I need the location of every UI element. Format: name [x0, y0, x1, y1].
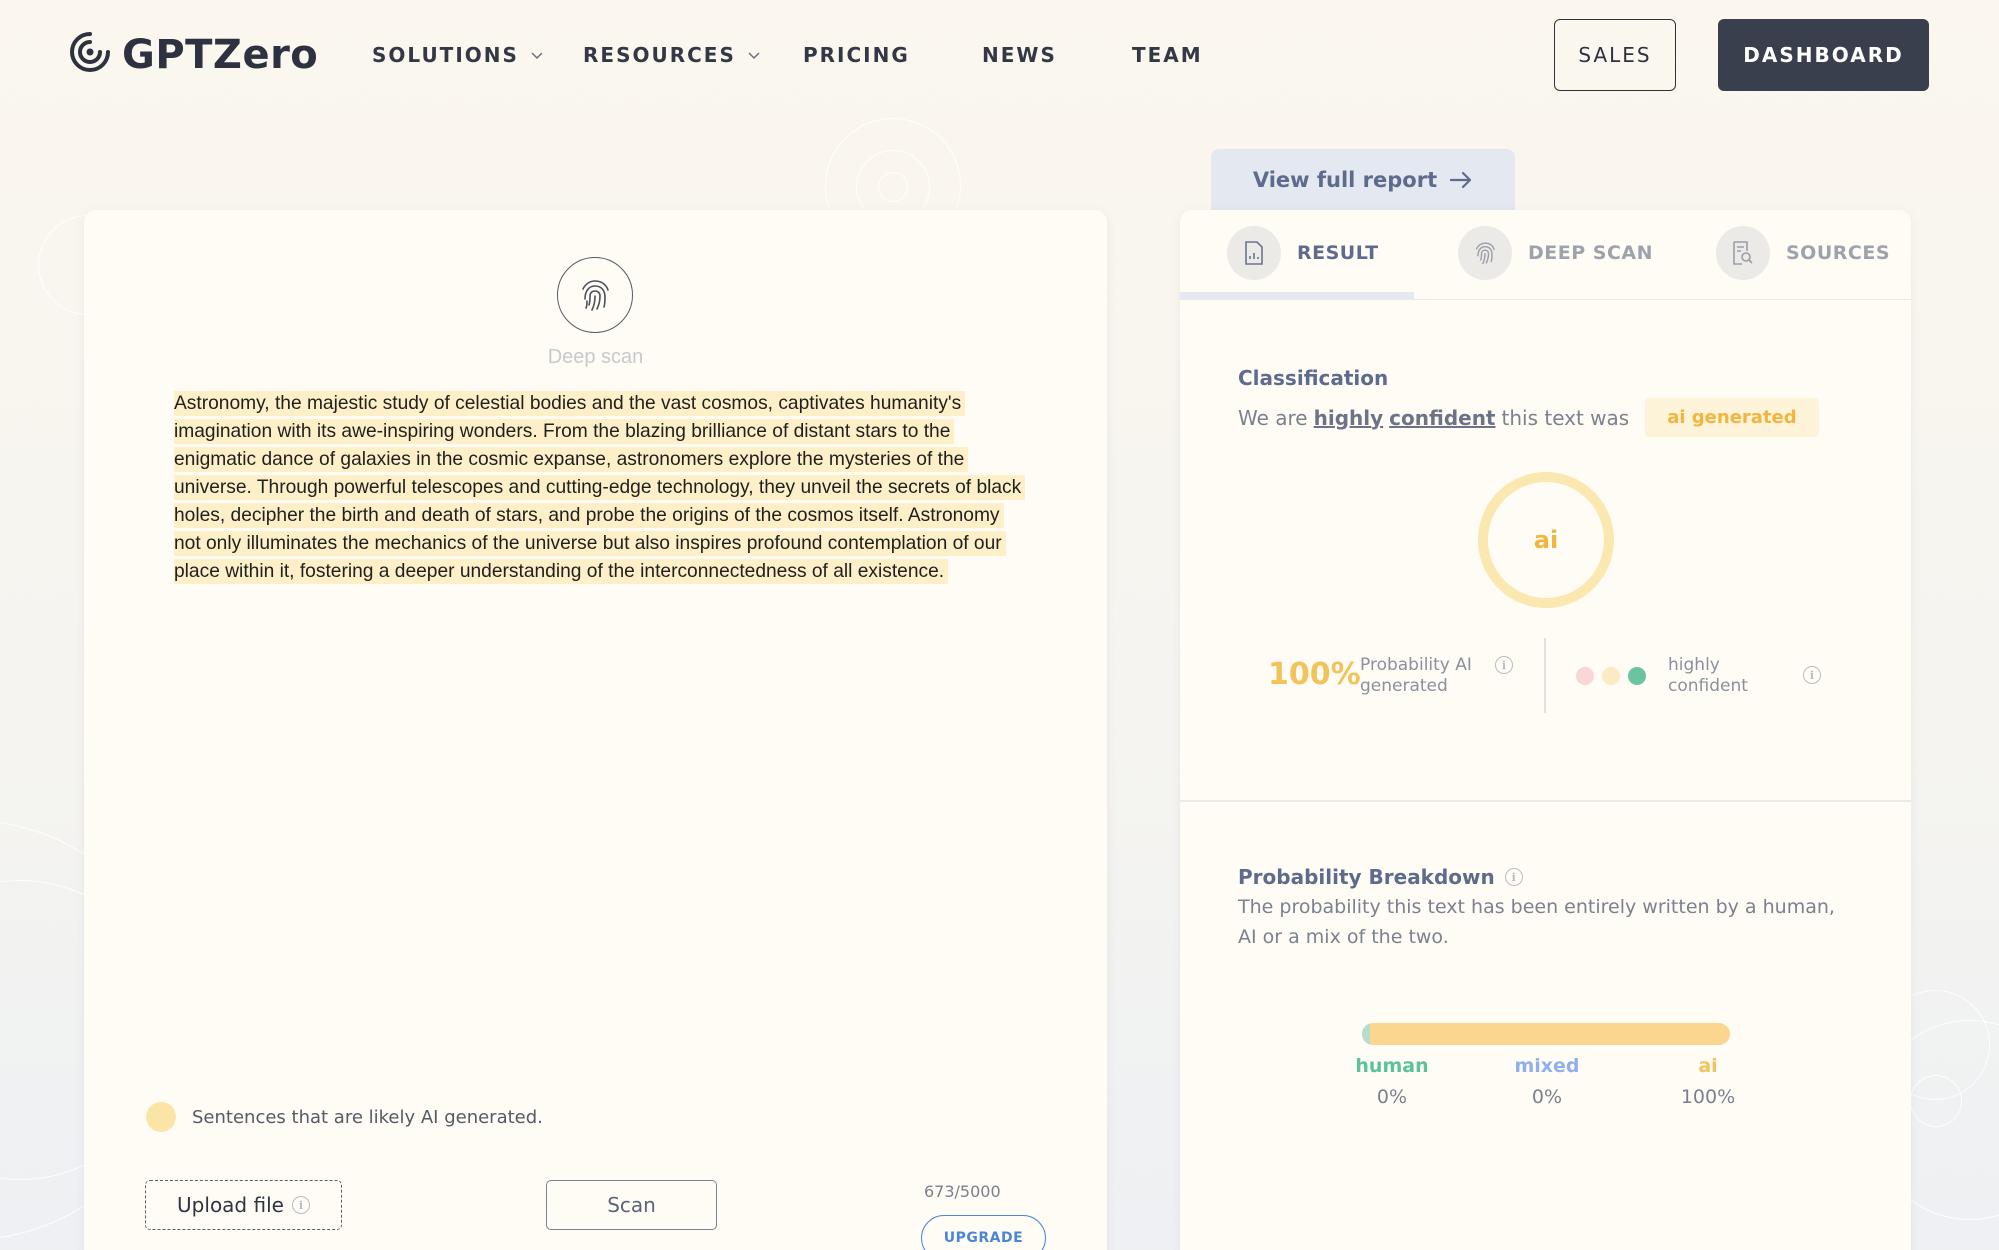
confidence-dot-high	[1628, 667, 1646, 685]
breakdown-label-ai: ai	[1698, 1055, 1718, 1077]
result-panel	[1180, 210, 1911, 1250]
result-tabs	[1180, 210, 1911, 300]
chevron-down-icon	[531, 49, 543, 61]
tab-deep-scan-label: DEEP SCAN	[1528, 242, 1654, 264]
info-icon[interactable]: i	[1505, 868, 1523, 886]
scan-button[interactable]: Scan	[546, 1180, 717, 1230]
confidence-label-line2: confident	[1668, 676, 1748, 696]
probability-label-line2: generated	[1360, 676, 1448, 696]
breakdown-value-mixed: 0%	[1531, 1086, 1563, 1108]
sales-button[interactable]: SALES	[1554, 19, 1676, 91]
probability-percent: 100%	[1268, 657, 1361, 692]
info-icon[interactable]: i	[1803, 666, 1821, 684]
nav-pricing[interactable]	[803, 43, 910, 67]
tab-result[interactable]	[1227, 223, 1379, 283]
decorative-ring	[878, 172, 908, 202]
confidence-word-highly[interactable]: highly	[1313, 405, 1384, 430]
highlight-legend	[146, 1102, 543, 1132]
classification-ring-label: ai	[1533, 526, 1559, 554]
breakdown-value-ai: 100%	[1680, 1086, 1736, 1108]
brand-logo[interactable]	[68, 30, 318, 79]
classification-badge: ai generated	[1645, 398, 1818, 437]
nav-team-label: TEAM	[1132, 43, 1203, 67]
nav-resources[interactable]	[583, 43, 760, 67]
nav-team[interactable]	[1132, 43, 1203, 67]
deep-scan-label: Deep scan	[547, 346, 644, 368]
upgrade-button[interactable]: UPGRADE	[921, 1215, 1046, 1250]
section-divider	[1180, 800, 1911, 802]
stat-divider	[1544, 638, 1546, 713]
deep-scan-button[interactable]	[557, 257, 633, 333]
brand-name: GPTZero	[122, 31, 319, 78]
arrow-right-icon	[1449, 171, 1473, 189]
text-editor-card	[84, 210, 1107, 1250]
probability-breakdown-header	[1238, 865, 1523, 889]
confidence-label-line1: highly	[1668, 655, 1720, 675]
active-tab-indicator	[1180, 292, 1414, 299]
classification-suffix: this text was	[1501, 405, 1630, 430]
upload-file-label: Upload file	[177, 1193, 284, 1217]
confidence-dot-medium	[1602, 667, 1620, 685]
legend-color-swatch	[146, 1102, 176, 1132]
probability-breakdown-description: The probability this text has been entirely written by a human, AI or a mix of the two.	[1238, 896, 1835, 948]
document-search-icon	[1716, 226, 1770, 280]
classification-sentence	[1238, 398, 1819, 437]
tab-result-label: RESULT	[1297, 242, 1379, 264]
decorative-ring	[1910, 1075, 1962, 1127]
probability-label-line1: Probability AI	[1360, 655, 1472, 675]
tab-deep-scan[interactable]	[1458, 223, 1653, 283]
fingerprint-icon	[575, 275, 615, 315]
breakdown-label-human: human	[1355, 1055, 1429, 1077]
document-chart-icon	[1227, 226, 1281, 280]
nav-solutions-label: SOLUTIONS	[372, 43, 519, 67]
top-navigation	[0, 0, 1999, 110]
nav-solutions[interactable]	[372, 43, 543, 67]
ai-highlighted-text: Astronomy, the majestic study of celestial bodies and the vast cosmos, captivates humanity's imagination with its awe-inspiring wonders. From the blazing brilliance of distant stars to the enigmatic dance of galaxies in the cosmic expanse, astronomers explore the mysteries of the universe. Through powerful telescopes and cutting-edge technology, they unveil the secrets of black holes, decipher the birth and death of stars, and probe the origins of the cosmos itself. Astronomy not only illuminates the mechanics of the universe but also inspires profound contemplation of our place within it, fostering a deeper understanding of the interconnectedness of all existence.	[174, 391, 1025, 584]
view-full-report-label: View full report	[1252, 168, 1438, 192]
tab-sources-label: SOURCES	[1786, 242, 1891, 264]
upload-file-button[interactable]	[145, 1180, 342, 1230]
confidence-label	[1668, 655, 1748, 697]
confidence-dot-low	[1576, 667, 1594, 685]
classification-prefix: We are	[1238, 405, 1308, 430]
nav-news-label: NEWS	[982, 43, 1057, 67]
nav-news[interactable]	[982, 43, 1057, 67]
tab-sources[interactable]	[1716, 223, 1890, 283]
probability-label	[1360, 655, 1472, 697]
info-icon[interactable]: i	[1495, 656, 1513, 674]
chevron-down-icon	[748, 49, 760, 61]
input-text-area[interactable]	[174, 390, 1024, 586]
info-icon[interactable]: i	[292, 1196, 310, 1214]
character-count: 673/5000	[924, 1182, 1001, 1201]
probability-bar	[1362, 1023, 1730, 1045]
gptzero-logo-icon	[68, 30, 112, 79]
confidence-word-confident[interactable]: confident	[1389, 405, 1496, 430]
fingerprint-icon	[1458, 226, 1512, 280]
legend-label: Sentences that are likely AI generated.	[192, 1106, 543, 1128]
view-full-report-button[interactable]	[1211, 149, 1515, 211]
classification-ring	[1478, 472, 1614, 608]
classification-title: Classification	[1238, 366, 1389, 390]
nav-resources-label: RESOURCES	[583, 43, 736, 67]
probability-bar-start-cap	[1362, 1023, 1370, 1045]
breakdown-label-mixed: mixed	[1514, 1055, 1580, 1077]
breakdown-value-human: 0%	[1376, 1086, 1408, 1108]
nav-pricing-label: PRICING	[803, 43, 910, 67]
probability-breakdown-title: Probability Breakdown	[1238, 865, 1495, 889]
dashboard-button[interactable]: DASHBOARD	[1718, 19, 1929, 91]
